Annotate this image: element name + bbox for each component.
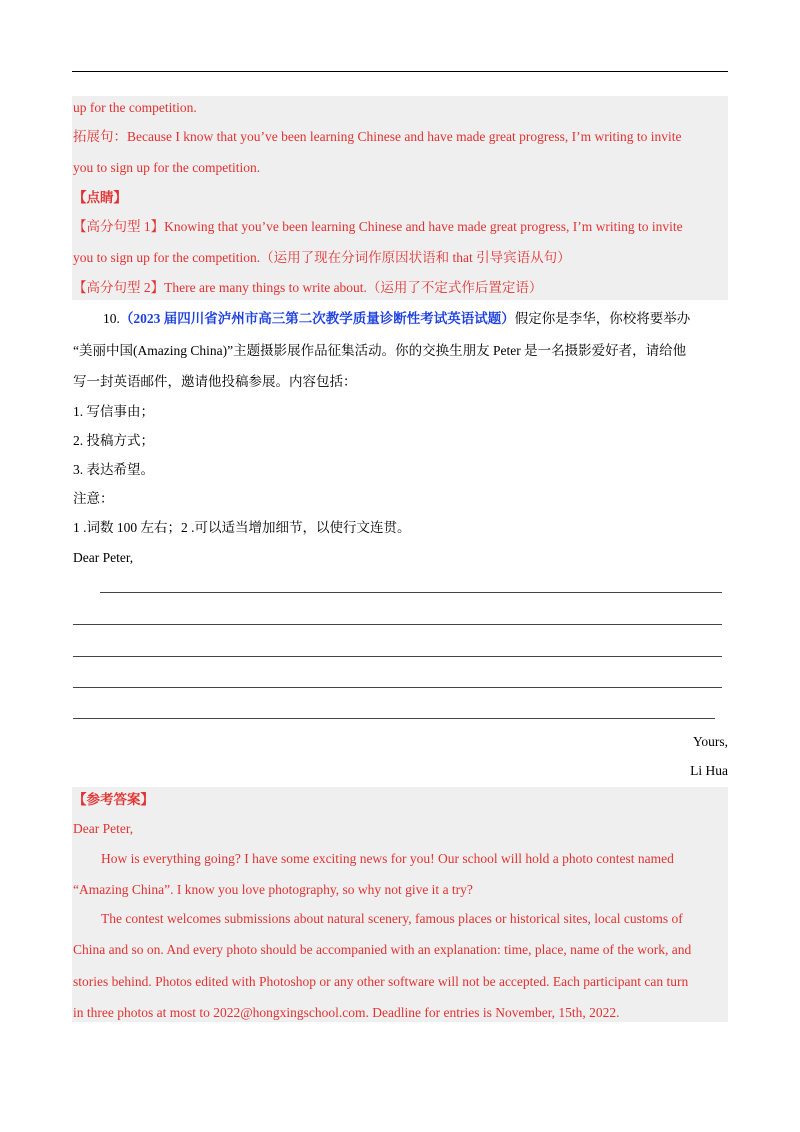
answer-greeting: Dear Peter, <box>73 821 134 836</box>
letter-closing: Yours, <box>692 734 728 749</box>
answer-paragraph-line: How is everything going? I have some exciting news for you! Our school will hold a photo contest named <box>101 851 674 866</box>
writing-line <box>100 592 722 593</box>
answer-paragraph-line: in three photos at most to 2022@hongxingschool.com. Deadline for entries is November, 15th, 2022. <box>73 1005 620 1020</box>
expand-label: 拓展句： <box>73 129 127 144</box>
answer-paragraph-line: “Amazing China”. I know you love photography, so why not give it a try? <box>73 882 473 897</box>
expand-text: Because I know that you’ve been learning Chinese and have made great progress, I’m writing to invite <box>127 129 682 144</box>
pattern-2-text: There are many things to write about.（运用了不定式作后置定语） <box>164 280 543 295</box>
note-text: 1 .词数 100 左右；2 .可以适当增加细节，以使行文连贯。 <box>73 520 411 535</box>
question-prompt: 假定你是李华，你校将要举办 <box>514 311 691 326</box>
question-source: （2023 届四川省泸州市高三第二次教学质量诊断性考试英语试题） <box>119 311 515 326</box>
letter-signature: Li Hua <box>690 763 728 778</box>
requirement-item: 2. 投稿方式； <box>73 433 154 448</box>
answer-heading: 【参考答案】 <box>73 792 154 807</box>
dianjing-heading: 【点睛】 <box>73 190 127 205</box>
requirement-item: 3. 表达希望。 <box>73 462 154 477</box>
writing-line <box>73 656 722 657</box>
text-line: up for the competition. <box>73 100 197 115</box>
question-number: 10. <box>103 311 120 326</box>
question-header <box>103 309 690 329</box>
writing-line <box>73 718 715 719</box>
writing-line <box>73 687 722 688</box>
answer-paragraph-line: China and so on. And every photo should be accompanied with an explanation: time, place, name of the work, and <box>73 942 692 957</box>
expand-sentence-cont: you to sign up for the competition. <box>73 160 261 175</box>
sentence-pattern-1-cont: you to sign up for the competition.（运用了现在分词作原因状语和 that 引导宾语从句） <box>73 250 571 265</box>
question-prompt-line: 写一封英语邮件，邀请他投稿参展。内容包括： <box>73 374 357 389</box>
note-label: 注意： <box>73 491 114 506</box>
pattern-1-text: Knowing that you’ve been learning Chinese and have made great progress, I’m writing to invite <box>164 219 683 234</box>
letter-greeting: Dear Peter, <box>73 550 134 565</box>
pattern-2-label: 【高分句型 2】 <box>73 280 165 295</box>
sentence-pattern-1 <box>73 217 683 237</box>
answer-paragraph-line: The contest welcomes submissions about natural scenery, famous places or historical sites, local customs of <box>101 911 683 926</box>
question-prompt-line: “美丽中国(Amazing China)”主题摄影展作品征集活动。你的交换生朋友 Peter 是一名摄影爱好者，请给他 <box>73 343 687 358</box>
sentence-pattern-2 <box>73 278 542 298</box>
writing-line <box>73 624 722 625</box>
expand-sentence <box>73 127 681 147</box>
answer-paragraph-line: stories behind. Photos edited with Photoshop or any other software will not be accepted. Each participant can turn <box>73 974 689 989</box>
requirement-item: 1. 写信事由； <box>73 404 154 419</box>
pattern-1-label: 【高分句型 1】 <box>73 219 165 234</box>
header-rule <box>72 71 728 72</box>
